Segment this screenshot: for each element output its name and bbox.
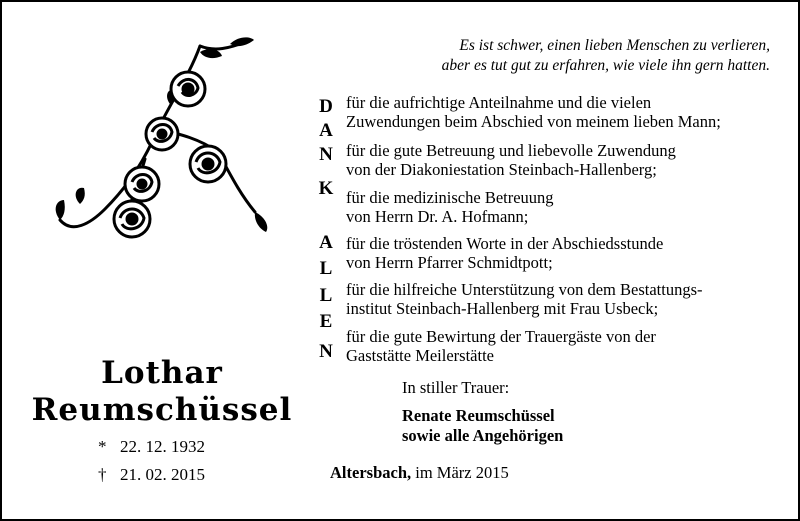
mourning-others: sowie alle Angehörigen (402, 426, 564, 445)
thanks-line: Gaststätte Meilerstätte (346, 346, 494, 365)
thanks-item (346, 188, 786, 226)
death-date-row (98, 465, 205, 485)
rose-branch-illustration (50, 34, 275, 254)
birth-date: 22. 12. 1932 (120, 437, 205, 456)
mourning-name: Renate Reumschüssel (402, 406, 555, 425)
thanks-line: für die medizinische Betreuung (346, 188, 554, 207)
thanks-item (346, 280, 786, 318)
thanks-line: für die hilfreiche Unterstützung von dem Bestattungs- (346, 280, 703, 299)
thanks-item (346, 234, 786, 272)
mourning-intro: In stiller Trauer: (402, 378, 510, 397)
deceased-first-name: Lothar (101, 355, 223, 391)
place: Altersbach, (330, 463, 412, 482)
death-date: 21. 02. 2015 (120, 465, 205, 484)
quote-line-2: aber es tut gut zu erfahren, wie viele ihn gern hatten. (441, 57, 770, 74)
letter-k: K (318, 178, 334, 199)
letter-l2: L (319, 285, 333, 306)
deceased-last-name: Reumschüssel (31, 392, 293, 428)
thanks-line: für die gute Bewirtung der Trauergäste von der (346, 327, 656, 346)
letter-n2: N (319, 341, 333, 362)
thanks-line: für die aufrichtige Anteilnahme und die vielen (346, 93, 652, 112)
letter-a2: A (319, 232, 333, 253)
thanks-line: institut Steinbach-Hallenberg mit Frau Usbeck; (346, 299, 659, 318)
thanks-item (346, 327, 786, 365)
letter-d: D (319, 96, 333, 117)
death-symbol: † (98, 465, 107, 484)
letter-n: N (319, 144, 333, 165)
thanks-line: für die tröstenden Worte in der Abschiedsstunde (346, 234, 664, 253)
thanks-line: für die gute Betreuung und liebevolle Zuwendung (346, 141, 676, 160)
thanks-line: Zuwendungen beim Abschied von meinem lieben Mann; (346, 112, 721, 131)
letter-e: E (319, 311, 333, 332)
birth-symbol: * (98, 437, 107, 456)
quote (400, 36, 770, 76)
quote-line-1: Es ist schwer, einen lieben Menschen zu verlieren, (459, 37, 770, 54)
letter-l1: L (319, 258, 333, 279)
date: im März 2015 (415, 463, 509, 482)
place-date (330, 463, 509, 483)
thanks-line: von der Diakoniestation Steinbach-Hallenberg; (346, 160, 657, 179)
thanks-line: von Herrn Pfarrer Schmidtpott; (346, 253, 553, 272)
thanks-item (346, 93, 786, 131)
letter-a: A (319, 120, 333, 141)
thanks-line: von Herrn Dr. A. Hofmann; (346, 207, 529, 226)
birth-date-row (98, 437, 205, 457)
thanks-item (346, 141, 786, 179)
